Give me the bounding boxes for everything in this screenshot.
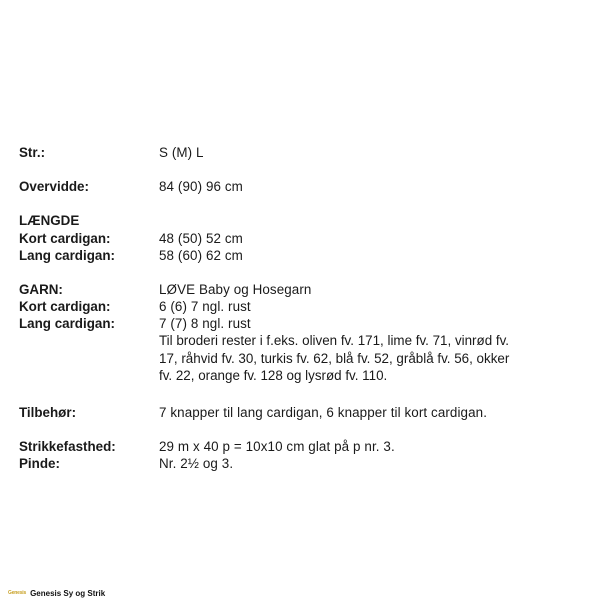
spec-value: 7 (7) 8 ngl. rust bbox=[159, 316, 251, 331]
section-heading: LÆNGDE bbox=[19, 213, 80, 228]
spec-label: Pinde: bbox=[19, 456, 60, 471]
brand-name: Genesis Sy og Strik bbox=[30, 588, 106, 598]
embroidery-line: 17, råhvid fv. 30, turkis fv. 62, blå fv. 52, gråblå fv. 56, okker bbox=[159, 350, 510, 366]
spec-label: Overvidde: bbox=[19, 179, 89, 194]
spec-row-long-yarn bbox=[19, 315, 599, 333]
embroidery-note bbox=[159, 332, 599, 385]
spec-label: Lang cardigan: bbox=[19, 248, 115, 263]
spec-value: 6 (6) 7 ngl. rust bbox=[159, 299, 251, 314]
spec-row-short-length bbox=[19, 230, 599, 248]
spec-label: Strikkefasthed: bbox=[19, 439, 116, 454]
spec-label: GARN: bbox=[19, 282, 63, 297]
embroidery-line: fv. 22, orange fv. 128 og lysrød fv. 110. bbox=[159, 368, 388, 383]
embroidery-line: Til broderi rester i f.eks. oliven fv. 171, lime fv. 71, vinrød fv. bbox=[159, 333, 510, 348]
spec-row-chest bbox=[19, 178, 599, 196]
spec-label: Str.: bbox=[19, 145, 46, 160]
spec-value: 48 (50) 52 cm bbox=[159, 231, 243, 246]
spec-row-gauge bbox=[19, 438, 599, 456]
spec-row-size bbox=[19, 144, 599, 162]
spec-row-short-yarn bbox=[19, 298, 599, 316]
spec-row-needles bbox=[19, 455, 599, 473]
footer bbox=[8, 586, 105, 600]
genesis-logo: Genesis bbox=[8, 590, 27, 596]
spec-row-long-length bbox=[19, 247, 599, 265]
spec-value: 58 (60) 62 cm bbox=[159, 248, 243, 263]
spec-value: 29 m x 40 p = 10x10 cm glat på p nr. 3. bbox=[159, 439, 395, 454]
spec-value: LØVE Baby og Hosegarn bbox=[159, 282, 312, 297]
spec-value: S (M) L bbox=[159, 145, 204, 160]
spec-label: Lang cardigan: bbox=[19, 316, 115, 331]
spec-row-accessories bbox=[19, 404, 599, 422]
spec-label: Kort cardigan: bbox=[19, 231, 111, 246]
spec-heading-length bbox=[19, 212, 599, 230]
spec-value: 7 knapper til lang cardigan, 6 knapper til kort cardigan. bbox=[159, 405, 488, 420]
spec-value: 84 (90) 96 cm bbox=[159, 179, 243, 194]
spec-value: Nr. 2½ og 3. bbox=[159, 456, 234, 471]
spec-row-yarn bbox=[19, 281, 599, 299]
spec-label: Tilbehør: bbox=[19, 405, 77, 420]
spec-label: Kort cardigan: bbox=[19, 299, 111, 314]
